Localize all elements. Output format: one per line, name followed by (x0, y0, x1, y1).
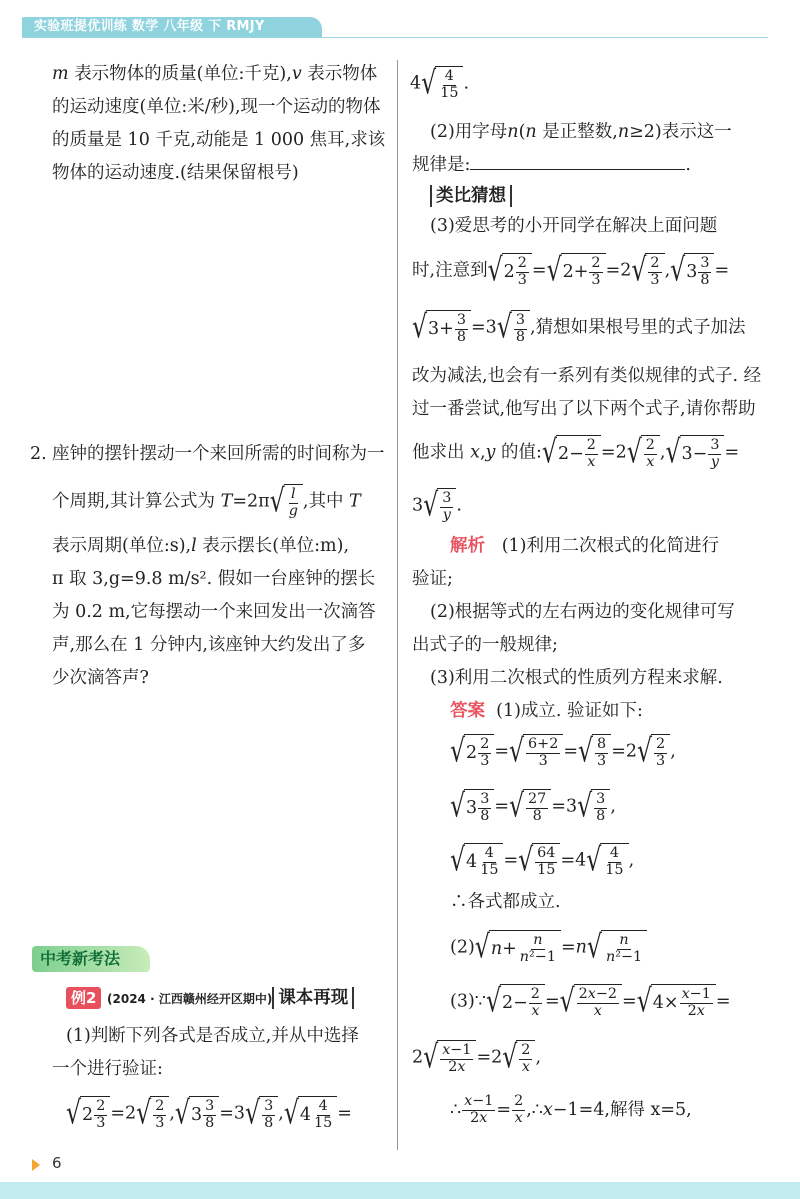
analysis-line2: (2)根据等式的左右两边的变化规律可写 (430, 602, 735, 622)
analysis-line3: (3)利用二次根式的性质列方程来求解. (430, 668, 723, 688)
series-header: 实验班提优训练 数学 八年级 下 RMJY (22, 17, 322, 37)
r-q3-line5: 过一番尝试,他写出了以下两个式子,请你帮助 (412, 399, 756, 419)
answer-eq3: √ 4 4 15 = √ 64 15 =4 √ 4 15 , (450, 841, 635, 879)
guess-tag-row (430, 180, 512, 213)
footer-band (0, 1182, 800, 1199)
r-q2: (2)用字母n(n 是正整数,n≥2)表示这一 (430, 122, 732, 142)
q2-line4: π 取 3,g=9.8 m/s². 假如一台座钟的摆长 (52, 569, 376, 589)
analysis-label: 解析 (450, 536, 485, 556)
guess-tag: 类比猜想 (430, 185, 512, 207)
section-badge: 中考新考法 (32, 946, 150, 972)
page-arrow-icon (32, 1159, 40, 1171)
answer-part2: (2) √ n + n n²−1 =n √ n n²−1 (450, 930, 647, 966)
r-q2-blank: 规律是: . (412, 149, 691, 182)
example-tag: 课本再现 (272, 987, 354, 1009)
answer-line1: 答案 (1)成立. 验证如下: (450, 701, 643, 721)
answer-eq1: √ 2 2 3 = √ 6+2 3 = √ 8 3 =2 √ 2 3 , (450, 732, 676, 770)
q2-line2: 个周期,其计算公式为 T=2π √ l g ,其中 T (52, 481, 361, 520)
example-source: (2024 · 江西赣州经开区期中) (107, 992, 273, 1006)
column-divider (397, 60, 398, 1150)
answer-part3b: 2 √ x−1 2x =2 √ 2 x , (412, 1037, 542, 1076)
q2-line5: 为 0.2 m,它每摆动一个来回发出一次滴答 (52, 602, 376, 622)
example-header (66, 985, 354, 1012)
p1-line4: 物体的运动速度.(结果保留根号) (52, 163, 299, 183)
q2-line3: 表示周期(单位:s),l 表示摆长(单位:m), (52, 536, 350, 556)
answer-eq2: √ 3 3 8 = √ 27 8 =3 √ 3 8 , (450, 787, 616, 825)
page-number: 6 (52, 1154, 62, 1172)
answer-part3c: ∴ $\frac{x-1}{2x}$ = $\frac{2}{x}$ ,∴x−1=4,解得 x=5, (450, 1093, 692, 1126)
r-q3-line6: 他求出 x,y 的值: √ 2− 2 x =2 √ 2 x , √ 3− 3 y = (412, 433, 740, 471)
r-q3-line7: 3 √ 3 y . (412, 485, 462, 524)
r-cont: 4 √ 4 15 . (410, 63, 470, 102)
p1-line2: 的运动速度(单位:米/秒),现一个运动的物体 (52, 97, 381, 117)
r-q3-line4: 改为减法,也会有一系列有类似规律的式子. 经 (412, 366, 762, 386)
q2-line7: 少次滴答声? (52, 668, 149, 688)
answer-label: 答案 (450, 701, 485, 721)
analysis-line1: 解析 (1)利用二次根式的化简进行 (450, 536, 719, 556)
p1-line3: 的质量是 10 千克,动能是 1 000 焦耳,求该 (52, 130, 386, 150)
r-q3-line1: (3)爱思考的小开同学在解决上面问题 (430, 216, 718, 236)
r-q3-line3: √ 3+ 3 8 =3 √ 3 8 ,猜想如果根号里的式子加法 (412, 308, 746, 346)
answer-part3: (3)∵ √ 2− 2 x = √ 2x−2 x = √ 4× x−1 2x = (450, 982, 731, 1020)
ex-line2: 一个进行验证: (52, 1059, 163, 1079)
ex-formula: √ 2 2 3 =2 √ 2 3 , √ 3 3 8 =3 √ 3 8 , √ 4 4 15 = (66, 1094, 352, 1132)
header-rule (22, 37, 768, 38)
example-label: 例2 (66, 987, 101, 1009)
q2-line6: 声,那么在 1 分钟内,该座钟大约发出了多 (52, 635, 366, 655)
top-bar (0, 0, 800, 38)
analysis-line1b: 验证; (412, 569, 453, 589)
q2-line1: 座钟的摆针摆动一个来回所需的时间称为一 (52, 444, 385, 464)
p1-line1: m 表示物体的质量(单位:千克),v 表示物体 (52, 64, 378, 84)
answer-blank (470, 151, 685, 170)
ex-line1: (1)判断下列各式是否成立,并从中选择 (66, 1026, 359, 1046)
r-q3-line2: 时,注意到 √ 2 2 3 = √ 2+ 2 3 =2 √ 2 3 , √ 3 3 8 = (412, 251, 730, 289)
answer-therefore: ∴各式都成立. (450, 892, 561, 912)
q2-number: 2. (30, 444, 47, 464)
analysis-line2b: 出式子的一般规律; (412, 635, 558, 655)
